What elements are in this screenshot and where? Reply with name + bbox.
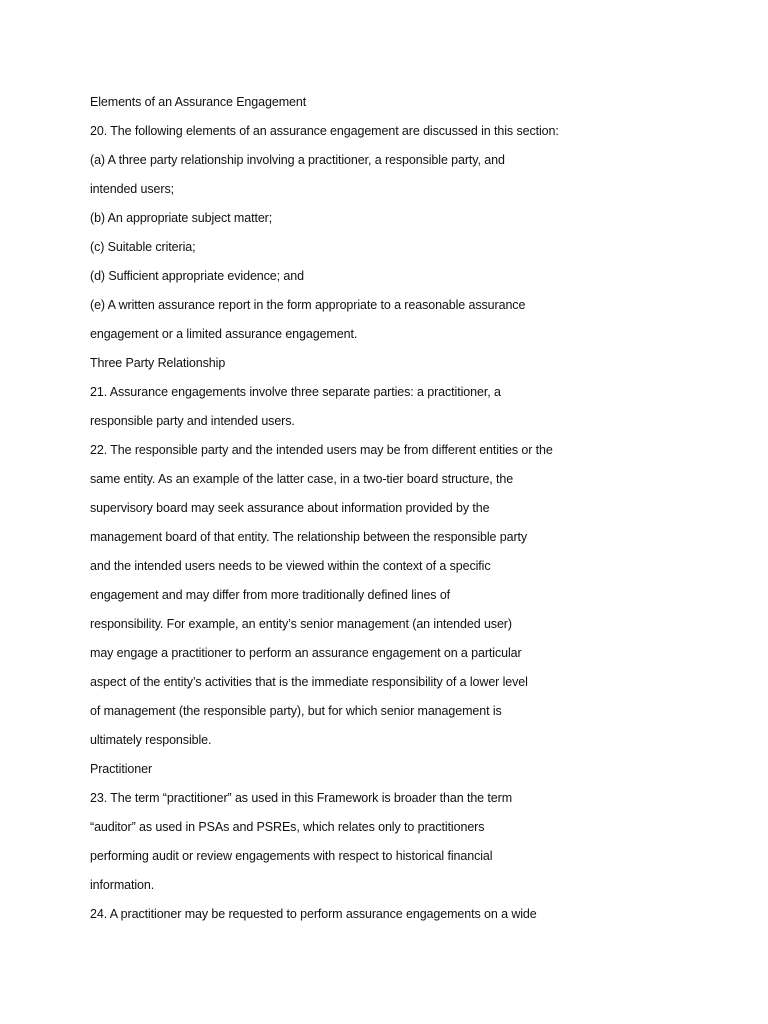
list-item-e-line: (e) A written assurance report in the form appropriate to a reasonable assurance (90, 298, 526, 312)
paragraph-22-line: may engage a practitioner to perform an assurance engagement on a particular (90, 646, 522, 660)
paragraph-22-line: supervisory board may seek assurance about information provided by the (90, 501, 490, 515)
section-heading-three-party: Three Party Relationship (90, 356, 226, 370)
paragraph-21-line: responsible party and intended users. (90, 414, 295, 428)
paragraph-22-line: same entity. As an example of the latter case, in a two-tier board structure, the (90, 472, 514, 486)
paragraph-22-line: 22. The responsible party and the intended users may be from different entities or the (90, 443, 553, 457)
paragraph-23-line: performing audit or review engagements with respect to historical financial (90, 849, 493, 863)
list-item-d: (d) Sufficient appropriate evidence; and (90, 269, 304, 283)
paragraph-22-line: ultimately responsible. (90, 733, 212, 747)
paragraph-22-line: responsibility. For example, an entity’s senior management (an intended user) (90, 617, 512, 631)
paragraph-22-line: aspect of the entity’s activities that is the immediate responsibility of a lower level (90, 675, 528, 689)
paragraph-22-line: management board of that entity. The relationship between the responsible party (90, 530, 528, 544)
list-item-e-continuation: engagement or a limited assurance engagement. (90, 327, 358, 341)
list-item-a-continuation: intended users; (90, 182, 174, 196)
paragraph-21-line: 21. Assurance engagements involve three separate parties: a practitioner, a (90, 385, 501, 399)
paragraph-22-line: of management (the responsible party), but for which senior management is (90, 704, 502, 718)
paragraph-22-line: engagement and may differ from more traditionally defined lines of (90, 588, 451, 602)
paragraph-22-line: and the intended users needs to be viewed within the context of a specific (90, 559, 491, 573)
list-item-a-line: (a) A three party relationship involving a practitioner, a responsible party, and (90, 153, 505, 167)
section-heading-elements: Elements of an Assurance Engagement (90, 95, 307, 109)
paragraph-23-line: “auditor” as used in PSAs and PSREs, which relates only to practitioners (90, 820, 485, 834)
paragraph-23-line: 23. The term “practitioner” as used in this Framework is broader than the term (90, 791, 513, 805)
paragraph-20-line: 20. The following elements of an assurance engagement are discussed in this section: (90, 124, 559, 138)
paragraph-24-line: 24. A practitioner may be requested to perform assurance engagements on a wide (90, 907, 537, 921)
list-item-b: (b) An appropriate subject matter; (90, 211, 273, 225)
paragraph-23-line: information. (90, 878, 155, 892)
list-item-c: (c) Suitable criteria; (90, 240, 196, 254)
section-heading-practitioner: Practitioner (90, 762, 153, 776)
